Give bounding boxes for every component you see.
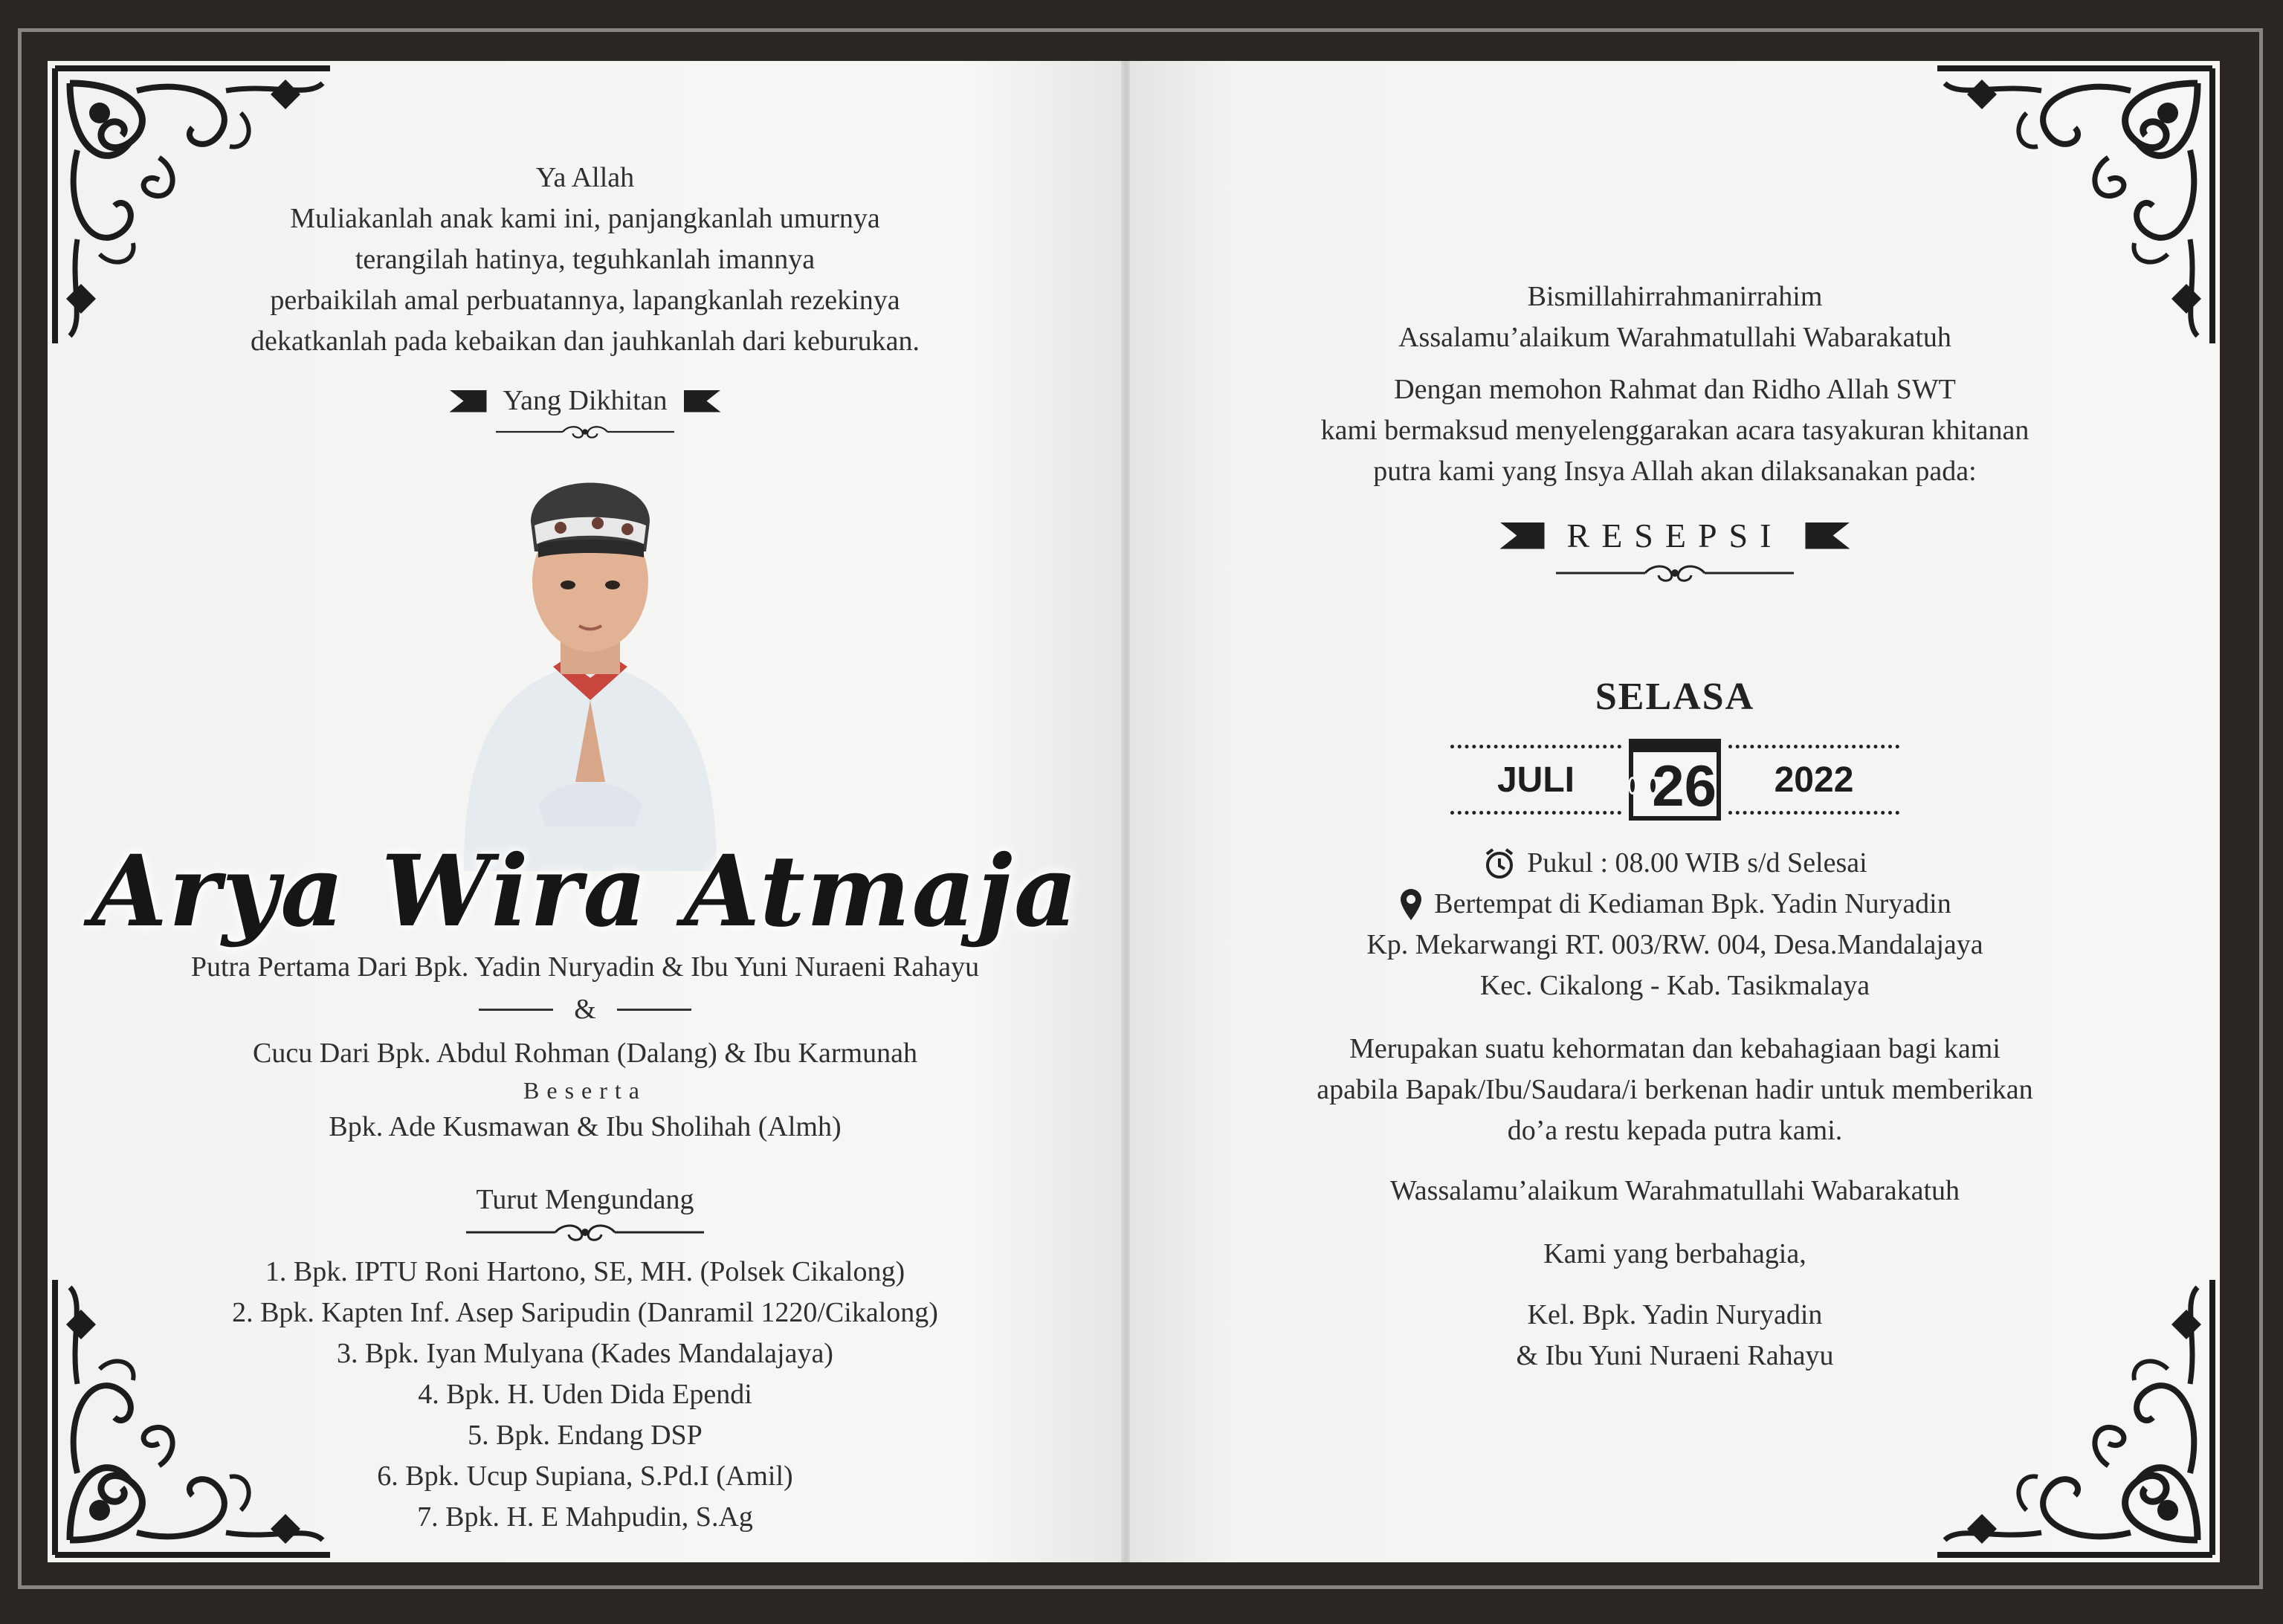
address-line: Kp. Mekarwangi RT. 003/RW. 004, Desa.Mandalajaya — [1366, 929, 1983, 960]
address-line: Kec. Cikalong - Kab. Tasikmalaya — [1479, 970, 1870, 1001]
closing-line: apabila Bapak/Ibu/Saudara/i berkenan hadir untuk memberikan — [1317, 1074, 2033, 1105]
invitee-item: 4. Bpk. H. Uden Dida Ependi — [418, 1379, 752, 1410]
ribbon-left-icon — [1500, 523, 1545, 549]
invitee-item: 2. Bpk. Kapten Inf. Asep Saripudin (Danramil 1220/Cikalong) — [232, 1297, 938, 1328]
intro-line: putra kami yang Insya Allah akan dilaksanakan pada: — [1373, 456, 1977, 487]
child-photo — [449, 455, 732, 871]
alarm-clock-icon — [1482, 847, 1517, 881]
ampersand: & — [574, 994, 596, 1025]
invitee-item: 5. Bpk. Endang DSP — [468, 1420, 703, 1451]
event-details — [1130, 843, 2220, 1006]
prayer-line: dekatkanlah pada kebaikan dan jauhkanlah dari keburukan. — [250, 326, 920, 357]
invitee-item: 3. Bpk. Iyan Mulyana (Kades Mandalajaya) — [337, 1338, 833, 1369]
right-page — [1130, 61, 2220, 1562]
greeting-line: Assalamu’alaikum Warahmatullahi Wabarakatuh — [1398, 322, 1951, 353]
farewell — [1130, 1171, 2220, 1211]
closing-text — [1130, 1029, 2220, 1151]
swirl-divider-icon — [1130, 563, 2220, 583]
day-label: SELASA — [1595, 676, 1755, 718]
prayer-line: Muliakanlah anak kami ini, panjangkanlah umurnya — [290, 203, 880, 234]
signoff — [1130, 1234, 2220, 1275]
section-heading — [48, 381, 1123, 441]
ribbon-right-icon — [684, 390, 721, 413]
intro-text — [1130, 369, 2220, 492]
left-page — [48, 61, 1123, 1562]
invitee-item: 6. Bpk. Ucup Supiana, S.Pd.I (Amil) — [377, 1460, 793, 1492]
grandparents-line: Bpk. Ade Kusmawan & Ibu Sholihah (Almh) — [329, 1111, 842, 1142]
map-pin-icon — [1398, 887, 1424, 922]
rule-divider — [617, 1009, 691, 1011]
year-label: 2022 — [1728, 745, 1899, 815]
grandparents-line: Cucu Dari Bpk. Abdul Rohman (Dalang) & Ibu Karmunah — [253, 1038, 917, 1069]
section-title: Yang Dikhitan — [503, 385, 668, 416]
prayer-line: Ya Allah — [535, 162, 635, 193]
greeting-line: Bismillahirrahmanirrahim — [1527, 281, 1823, 312]
family-line: & Ibu Yuni Nuraeni Rahayu — [1516, 1340, 1834, 1371]
event-heading — [1130, 516, 2220, 583]
date-number: 26 — [1652, 752, 1717, 818]
ribbon-left-icon — [450, 390, 487, 413]
swirl-divider-icon — [48, 1223, 1123, 1241]
intro-line: kami bermaksud menyelenggarakan acara tasyakuran khitanan — [1320, 415, 2029, 446]
invitee-item: 1. Bpk. IPTU Roni Hartono, SE, MH. (Polsek Cikalong) — [265, 1256, 905, 1287]
prayer-line: terangilah hatinya, teguhkanlah imannya — [355, 244, 816, 275]
time-text: Pukul : 08.00 WIB s/d Selesai — [1527, 847, 1867, 879]
prayer-text — [48, 158, 1123, 362]
month-label: JULI — [1450, 745, 1621, 815]
invitees-title: Turut Mengundang — [476, 1184, 694, 1215]
prayer-line: perbaikilah amal perbuatannya, lapangkanlah rezekinya — [270, 285, 900, 316]
signoff-line: Kami yang berbahagia, — [1543, 1238, 1806, 1269]
beserta-label: Beserta — [523, 1077, 647, 1104]
closing-line: Merupakan suatu kehormatan dan kebahagiaan bagi kami — [1349, 1033, 2001, 1064]
invitee-item: 7. Bpk. H. E Mahpudin, S.Ag — [417, 1501, 753, 1533]
event-day — [1130, 675, 2220, 719]
farewell-line: Wassalamu’alaikum Warahmatullahi Wabarakatuh — [1389, 1175, 1960, 1206]
swirl-divider-icon — [48, 423, 1123, 441]
family-info — [48, 947, 1123, 1148]
parents-line: Putra Pertama Dari Bpk. Yadin Nuryadin & Ibu Yuni Nuraeni Rahayu — [190, 951, 980, 983]
rule-divider — [479, 1009, 553, 1011]
calendar-icon — [1629, 739, 1721, 821]
family-signature — [1130, 1295, 2220, 1376]
event-title: RESEPSI — [1566, 517, 1783, 554]
intro-line: Dengan memohon Rahmat dan Ridho Allah SWT — [1394, 374, 1956, 405]
greeting — [1130, 276, 2220, 358]
venue-text: Bertempat di Kediaman Bpk. Yadin Nuryadin — [1434, 888, 1951, 919]
closing-line: do’a restu kepada putra kami. — [1507, 1115, 1843, 1146]
ribbon-right-icon — [1805, 523, 1850, 549]
invitees-section — [48, 1180, 1123, 1538]
child-name: Arya Wira Atmaja — [91, 834, 1079, 949]
family-line: Kel. Bpk. Yadin Nuryadin — [1527, 1299, 1823, 1330]
date-display — [1130, 739, 2220, 821]
